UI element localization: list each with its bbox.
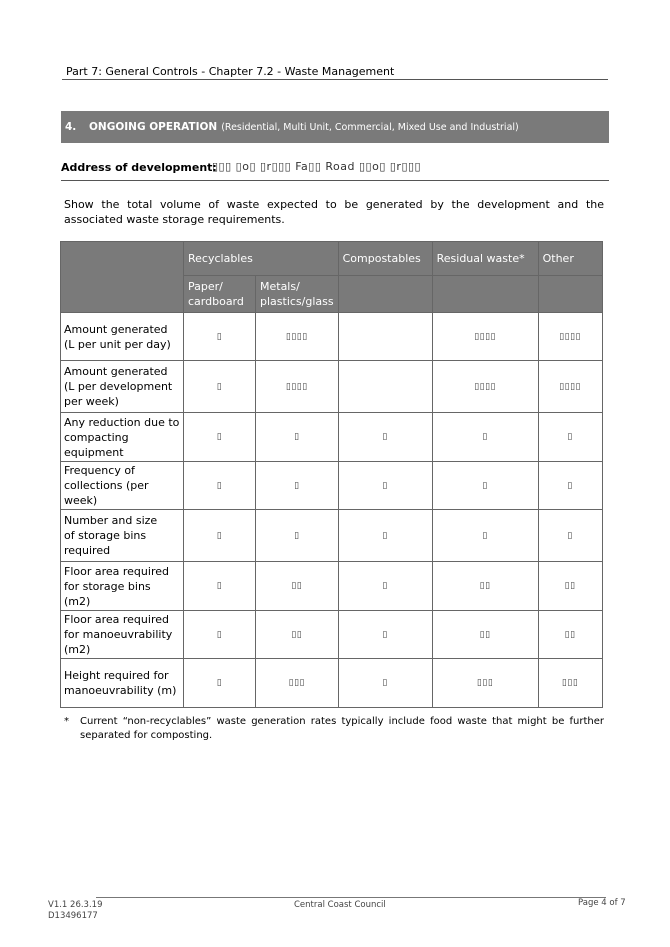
table-cell-input[interactable]: ▯▯ — [256, 611, 339, 659]
subheader-metals-label: Metals/ plastics/glass — [260, 280, 334, 308]
table-row — [61, 413, 603, 462]
table-cell-input[interactable]: ▯ — [338, 413, 432, 462]
table-cell-input[interactable]: ▯ — [184, 562, 256, 611]
table-corner-header — [61, 242, 184, 313]
table-cell-input[interactable]: ▯ — [184, 313, 256, 361]
table-cell-input[interactable]: ▯▯ — [256, 562, 339, 611]
header-residual-waste: Residual waste* — [432, 242, 538, 276]
table-row — [61, 659, 603, 708]
table-cell-input[interactable]: ▯ — [538, 462, 602, 510]
intro-paragraph: Show the total volume of waste expected to be generated by the development and the associated waste storage requirements. — [64, 198, 604, 226]
row-label: Floor area required for storage bins (m2) — [61, 562, 184, 611]
header-divider — [62, 79, 608, 80]
footnote-mark: * — [64, 716, 69, 727]
table-cell-input[interactable]: ▯ — [338, 510, 432, 562]
table-cell-input[interactable]: ▯ — [184, 510, 256, 562]
table-row — [61, 562, 603, 611]
subheader-empty — [538, 276, 602, 313]
footer-page-number: Page 4 of 7 — [578, 898, 626, 908]
footnote-text: Current “non-recyclables” waste generation rates typically include food waste that might be further separated for composting. — [80, 716, 604, 741]
table-row — [61, 313, 603, 361]
table-cell-input[interactable]: ▯ — [432, 462, 538, 510]
table-cell-input[interactable]: ▯ — [256, 510, 339, 562]
table-cell-input[interactable]: ▯ — [338, 462, 432, 510]
address-label: Address of development: — [61, 161, 217, 174]
subheader-empty — [338, 276, 432, 313]
subheader-paper-label: Paper/ cardboard — [188, 280, 244, 308]
section-number: 4. — [65, 121, 77, 133]
row-label: Amount generated (L per unit per day) — [61, 313, 184, 361]
table-cell-input[interactable]: ▯ — [256, 413, 339, 462]
section-title: ONGOING OPERATION — [89, 121, 218, 133]
address-divider — [61, 180, 609, 181]
table-cell-input[interactable]: ▯ — [184, 413, 256, 462]
subheader-metals-plastics-glass — [256, 276, 339, 313]
row-label: Number and size of storage bins required — [61, 510, 184, 562]
table-row — [61, 462, 603, 510]
section-subtitle: (Residential, Multi Unit, Commercial, Mixed Use and Industrial) — [221, 121, 519, 133]
table-cell-input[interactable]: ▯ — [256, 462, 339, 510]
footer-doc-id: D13496177 — [48, 911, 98, 921]
table-cell-input[interactable]: ▯▯▯▯ — [538, 313, 602, 361]
subheader-paper-cardboard — [184, 276, 256, 313]
header-recyclables: Recyclables — [184, 242, 339, 276]
table-cell-input[interactable]: ▯▯ — [432, 611, 538, 659]
table-cell-input[interactable]: ▯▯▯▯ — [256, 313, 339, 361]
table-cell-input[interactable]: ▯ — [538, 510, 602, 562]
table-cell-input[interactable]: ▯ — [184, 361, 256, 413]
table-cell-input[interactable] — [338, 361, 432, 413]
waste-table — [60, 241, 603, 708]
footer-version: V1.1 26.3.19 — [48, 900, 103, 910]
table-cell-input[interactable]: ▯ — [338, 611, 432, 659]
table-cell-input[interactable]: ▯ — [338, 659, 432, 708]
table-cell-input[interactable]: ▯ — [184, 611, 256, 659]
table-cell-input[interactable]: ▯▯ — [538, 611, 602, 659]
page-header: Part 7: General Controls - Chapter 7.2 - Waste Management — [66, 65, 395, 78]
table-cell-input[interactable]: ▯ — [184, 462, 256, 510]
table-cell-input[interactable]: ▯▯ — [538, 562, 602, 611]
row-label: Frequency of collections (per week) — [61, 462, 184, 510]
table-cell-input[interactable]: ▯▯▯▯ — [432, 361, 538, 413]
header-other: Other — [538, 242, 602, 276]
table-cell-input[interactable]: ▯▯ — [432, 562, 538, 611]
section-heading — [61, 111, 609, 143]
footer-council: Central Coast Council — [294, 900, 386, 910]
row-label: Height required for manoeuvrability (m) — [61, 659, 184, 708]
table-cell-input[interactable]: ▯▯▯▯ — [538, 361, 602, 413]
table-row — [61, 361, 603, 413]
row-label: Any reduction due to compacting equipment — [61, 413, 184, 462]
table-cell-input[interactable]: ▯ — [432, 510, 538, 562]
table-cell-input[interactable]: ▯▯▯▯ — [256, 361, 339, 413]
footnote — [64, 715, 604, 743]
table-cell-input[interactable]: ▯▯▯ — [538, 659, 602, 708]
table-cell-input[interactable]: ▯ — [538, 413, 602, 462]
table-cell-input[interactable]: ▯▯▯ — [432, 659, 538, 708]
footer-divider — [96, 897, 606, 898]
table-cell-input[interactable]: ▯ — [184, 659, 256, 708]
table-cell-input[interactable]: ▯ — [338, 562, 432, 611]
header-compostables: Compostables — [338, 242, 432, 276]
subheader-empty — [432, 276, 538, 313]
row-label: Amount generated (L per development per week) — [61, 361, 184, 413]
table-cell-input[interactable]: ▯▯▯ — [256, 659, 339, 708]
table-row — [61, 611, 603, 659]
table-cell-input[interactable] — [338, 313, 432, 361]
table-row — [61, 510, 603, 562]
table-cell-input[interactable]: ▯ — [432, 413, 538, 462]
table-cell-input[interactable]: ▯▯▯▯ — [432, 313, 538, 361]
address-field[interactable]: ▯▯▯ ▯o▯ ▯r▯▯▯ Fa▯▯ Road ▯▯o▯ ▯r▯▯▯ — [212, 160, 422, 173]
row-label: Floor area required for manoeuvrability (m2) — [61, 611, 184, 659]
footer-left — [48, 900, 102, 922]
